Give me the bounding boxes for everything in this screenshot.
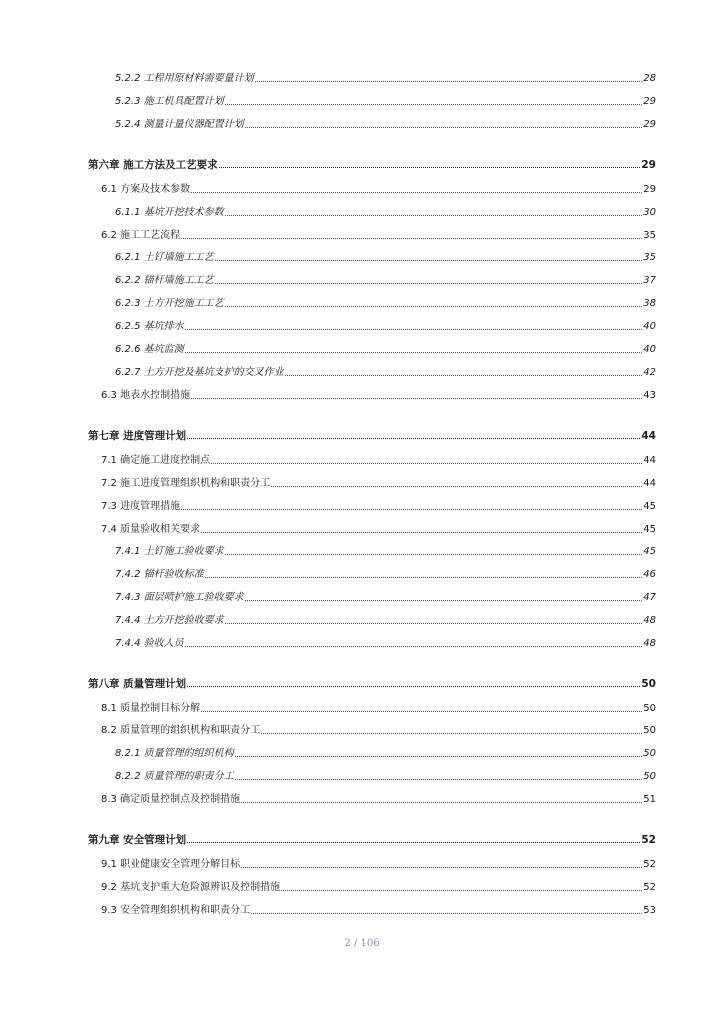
toc-entry[interactable]	[115, 248, 656, 264]
toc-entry-page: 35	[643, 252, 656, 263]
toc-entry-label: 8.2 质量管理的组织机构和职责分工	[101, 725, 261, 736]
toc-entry[interactable]	[101, 474, 656, 490]
toc-entry-label: 9.3 安全管理组织机构和职责分工	[101, 905, 251, 916]
dot-leader	[251, 913, 642, 914]
toc-entry-label: 6.2.2 锚杆墙施工工艺	[115, 275, 214, 286]
toc-entry-label: 7.4 质量验收相关要求	[101, 524, 201, 535]
toc-entry-page: 50	[643, 725, 656, 736]
toc-entry-label: 6.2.3 土方开挖施工工艺	[115, 298, 224, 309]
toc-entry-page: 29	[643, 184, 656, 195]
toc-entry[interactable]	[115, 634, 656, 650]
toc-entry[interactable]	[115, 542, 656, 558]
toc-entry-label: 6.2.7 土方开挖及基坑支护的交叉作业	[115, 367, 284, 378]
dot-leader	[219, 167, 641, 168]
toc-entry-page: 28	[643, 73, 656, 84]
dot-leader	[271, 486, 642, 487]
toc-entry-label: 7.4.2 锚杆验收标准	[115, 569, 204, 580]
toc-entry-label: 6.2 施工工艺流程	[101, 230, 181, 241]
toc-entry[interactable]	[115, 69, 656, 85]
toc-entry-page: 50	[643, 703, 656, 714]
dot-leader	[215, 260, 643, 261]
toc-entry-page: 45	[643, 546, 656, 557]
toc-chapter-entry[interactable]	[88, 155, 656, 171]
dot-leader	[191, 192, 642, 193]
dot-leader	[255, 81, 643, 82]
dot-leader	[215, 283, 643, 284]
dot-leader	[187, 842, 640, 843]
toc-entry[interactable]	[115, 294, 656, 310]
toc-entry[interactable]	[101, 497, 656, 513]
toc-entry[interactable]	[101, 226, 656, 242]
toc-entry[interactable]	[101, 180, 656, 196]
toc-entry-label: 6.1.1 基坑开挖技术参数	[115, 207, 224, 218]
toc-entry-label: 7.2 施工进度管理组织机构和职责分工	[101, 478, 271, 489]
dot-leader	[187, 438, 640, 439]
dot-leader	[225, 306, 643, 307]
dot-leader	[181, 238, 642, 239]
toc-entry[interactable]	[101, 721, 656, 737]
toc-entry-page: 52	[641, 834, 656, 846]
toc-entry-page: 52	[643, 859, 656, 870]
toc-entry-label: 5.2.3 施工机具配置计划	[115, 96, 224, 107]
toc-entry-page: 44	[643, 455, 656, 466]
toc-entry-page: 40	[643, 321, 656, 332]
toc-entry[interactable]	[101, 451, 656, 467]
toc-entry-page: 29	[643, 96, 656, 107]
toc-entry-page: 50	[641, 678, 656, 690]
toc-entry[interactable]	[101, 790, 656, 806]
toc-entry-label: 7.4.4 土方开挖验收要求	[115, 615, 224, 626]
toc-entry[interactable]	[101, 699, 656, 715]
toc-entry-page: 40	[643, 344, 656, 355]
toc-entry-label: 5.2.2 工程用原材料需要量计划	[115, 73, 254, 84]
page-number-indicator: 2 / 106	[344, 938, 380, 949]
toc-entry-page: 44	[641, 430, 656, 442]
toc-entry[interactable]	[101, 878, 656, 894]
toc-entry-label: 6.1 方案及技术参数	[101, 184, 191, 195]
toc-entry[interactable]	[115, 565, 656, 581]
dot-leader	[225, 623, 643, 624]
dot-leader	[261, 733, 642, 734]
toc-chapter-entry[interactable]	[88, 426, 656, 442]
toc-entry[interactable]	[101, 520, 656, 536]
dot-leader	[285, 375, 643, 376]
toc-entry[interactable]	[101, 901, 656, 917]
toc-entry-label: 第七章 进度管理计划	[88, 430, 187, 442]
toc-entry[interactable]	[115, 115, 656, 131]
dot-leader	[191, 398, 642, 399]
dot-leader	[245, 600, 643, 601]
toc-entry-page: 37	[643, 275, 656, 286]
toc-entry-page: 45	[643, 524, 656, 535]
dot-leader	[241, 802, 642, 803]
toc-entry[interactable]	[115, 271, 656, 287]
toc-entry-label: 6.3 地表水控制措施	[101, 390, 191, 401]
toc-entry-label: 9.1 职业健康安全管理分解目标	[101, 859, 241, 870]
toc-entry[interactable]	[115, 363, 656, 379]
toc-entry[interactable]	[115, 317, 656, 333]
dot-leader	[185, 646, 643, 647]
dot-leader	[235, 756, 643, 757]
toc-entry-label: 8.2.1 质量管理的组织机构	[115, 748, 234, 759]
toc-entry[interactable]	[115, 744, 656, 760]
toc-chapter-entry[interactable]	[88, 674, 656, 690]
toc-entry-label: 6.2.5 基坑排水	[115, 321, 184, 332]
dot-leader	[185, 352, 643, 353]
dot-leader	[225, 104, 643, 105]
toc-entry[interactable]	[115, 92, 656, 108]
toc-entry-label: 9.2 基坑支护重大危险源辨识及控制措施	[101, 882, 281, 893]
toc-entry[interactable]	[101, 855, 656, 871]
toc-entry-label: 8.3 确定质量控制点及控制措施	[101, 794, 241, 805]
toc-entry[interactable]	[115, 340, 656, 356]
toc-entry-label: 6.2.1 土钉墙施工工艺	[115, 252, 214, 263]
toc-entry-page: 29	[641, 159, 656, 171]
dot-leader	[225, 215, 643, 216]
toc-entry-page: 30	[643, 207, 656, 218]
toc-entry-page: 51	[643, 794, 656, 805]
toc-entry-page: 52	[643, 882, 656, 893]
toc-entry-label: 5.2.4 测量计量仪器配置计划	[115, 119, 244, 130]
toc-entry-page: 29	[643, 119, 656, 130]
toc-entry-page: 50	[643, 748, 656, 759]
toc-entry-label: 第九章 安全管理计划	[88, 834, 187, 846]
toc-entry-label: 8.2.2 质量管理的职责分工	[115, 771, 234, 782]
toc-entry[interactable]	[115, 588, 656, 604]
toc-entry-page: 35	[643, 230, 656, 241]
toc-entry[interactable]	[115, 203, 656, 219]
dot-leader	[281, 890, 642, 891]
dot-leader	[245, 127, 643, 128]
dot-leader	[181, 509, 642, 510]
dot-leader	[225, 554, 643, 555]
dot-leader	[185, 329, 643, 330]
toc-entry-page: 50	[643, 771, 656, 782]
toc-entry-label: 第八章 质量管理计划	[88, 678, 187, 690]
toc-chapter-entry[interactable]	[88, 830, 656, 846]
toc-entry-page: 42	[643, 367, 656, 378]
dot-leader	[201, 711, 642, 712]
dot-leader	[205, 577, 643, 578]
dot-leader	[235, 779, 643, 780]
toc-entry-label: 7.1 确定施工进度控制点	[101, 455, 211, 466]
toc-entry-label: 6.2.6 基坑监测	[115, 344, 184, 355]
toc-entry-label: 7.3 进度管理措施	[101, 501, 181, 512]
dot-leader	[241, 867, 642, 868]
toc-entry-page: 46	[643, 569, 656, 580]
toc-entry-label: 第六章 施工方法及工艺要求	[88, 159, 218, 171]
dot-leader	[187, 686, 640, 687]
toc-entry-label: 7.4.4 验收人员	[115, 638, 184, 649]
toc-entry[interactable]	[115, 767, 656, 783]
dot-leader	[201, 532, 642, 533]
dot-leader	[211, 463, 642, 464]
toc-entry-page: 38	[643, 298, 656, 309]
toc-entry[interactable]	[101, 386, 656, 402]
toc-entry-page: 47	[643, 592, 656, 603]
toc-entry-page: 43	[643, 390, 656, 401]
toc-entry-label: 7.4.1 土钉施工验收要求	[115, 546, 224, 557]
toc-entry-page: 53	[643, 905, 656, 916]
toc-entry[interactable]	[115, 611, 656, 627]
toc-entry-label: 7.4.3 面层喷护施工验收要求	[115, 592, 244, 603]
toc-entry-page: 45	[643, 501, 656, 512]
toc-entry-page: 48	[643, 615, 656, 626]
toc-entry-page: 48	[643, 638, 656, 649]
toc-entry-page: 44	[643, 478, 656, 489]
toc-entry-label: 8.1 质量控制目标分解	[101, 703, 201, 714]
